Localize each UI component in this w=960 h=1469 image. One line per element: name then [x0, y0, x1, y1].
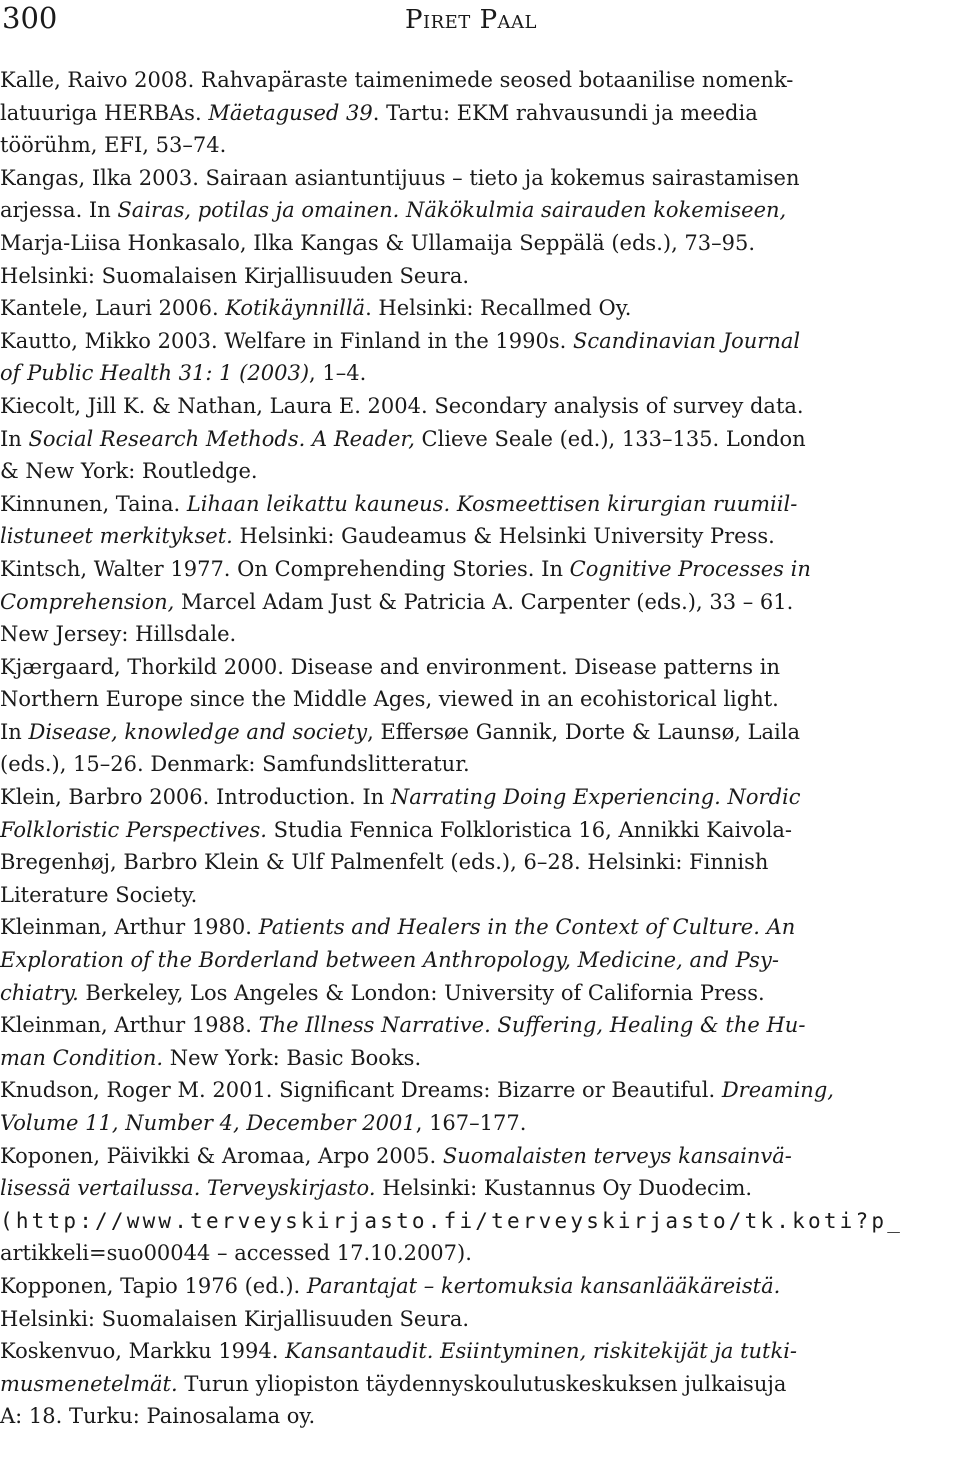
- reference-line: [0, 129, 956, 162]
- reference-line: [0, 325, 956, 358]
- reference-line: [0, 1205, 956, 1238]
- reference-line: [0, 423, 956, 456]
- page-number: 300: [2, 1, 58, 35]
- reference-text: & New York: Routledge.: [0, 459, 258, 484]
- reference-line: [0, 1074, 956, 1107]
- reference-text: arjessa. In: [0, 198, 118, 223]
- reference-text: Marja-Liisa Honkasalo, Ilka Kangas & Ullamaija Seppälä (eds.), 73–95.: [0, 230, 756, 255]
- reference-text: Helsinki: Suomalaisen Kirjallisuuden Seura.: [0, 263, 470, 288]
- italic-title: lisessä vertailussa. Terveyskirjasto.: [0, 1176, 376, 1201]
- reference-line: [0, 488, 956, 521]
- reference-text: Clieve Seale (ed.), 133–135. London: [414, 426, 806, 451]
- reference-line: [0, 1009, 956, 1042]
- url-text: (http://www.terveyskirjasto.fi/terveyskirjasto/tk.koti?p_: [0, 1208, 904, 1233]
- reference-text: Studia Fennica Folkloristica 16, Annikki Kaivola-: [266, 817, 793, 842]
- reference-text: , Effersøe Gannik, Dorte & Launsø, Laila: [367, 719, 800, 744]
- reference-line: [0, 390, 956, 423]
- reference-text: (eds.), 15–26. Denmark: Samfundslitteratur.: [0, 752, 470, 777]
- reference-line: [0, 1172, 956, 1205]
- italic-title: Narrating Doing Experiencing. Nordic: [390, 785, 801, 810]
- reference-line: [0, 586, 956, 619]
- reference-line: [0, 879, 956, 912]
- reference-text: Kopponen, Tapio 1976 (ed.).: [0, 1273, 307, 1298]
- reference-line: [0, 260, 956, 293]
- reference-text: Kinnunen, Taina.: [0, 491, 187, 516]
- reference-line: [0, 1107, 956, 1140]
- italic-title: man Condition.: [0, 1045, 164, 1070]
- italic-title: Parantajat – kertomuksia kansanlääkäreistä.: [306, 1273, 781, 1298]
- reference-line: [0, 977, 956, 1010]
- reference-text: Knudson, Roger M. 2001. Significant Dreams: Bizarre or Beautiful.: [0, 1078, 722, 1103]
- italic-title: Exploration of the Borderland between Anthropology, Medicine, and Psy-: [0, 948, 779, 973]
- italic-title: Mäetagused 39: [208, 100, 373, 125]
- reference-line: [0, 1270, 956, 1303]
- reference-entry: [0, 1009, 956, 1074]
- reference-entry: [0, 553, 956, 651]
- italic-title: Volume 11, Number 4, December 2001: [0, 1111, 416, 1135]
- reference-text: Kangas, Ilka 2003. Sairaan asiantuntijuus – tieto ja kokemus sairastamisen: [0, 165, 800, 190]
- italic-title: Suomalaisten terveys kansainvä-: [442, 1143, 792, 1168]
- italic-title: Kansantaudit. Esiintyminen, riskitekijät ja tutki-: [285, 1339, 798, 1364]
- reference-entry: [0, 1335, 956, 1433]
- reference-text: New York: Basic Books.: [163, 1045, 422, 1070]
- reference-entry: [0, 162, 956, 292]
- italic-title: Comprehension,: [0, 589, 175, 614]
- running-header: [0, 0, 960, 40]
- reference-text: artikkeli=suo00044 – accessed 17.10.2007).: [0, 1241, 472, 1266]
- reference-text: Kautto, Mikko 2003. Welfare in Finland in the 1990s.: [0, 328, 573, 353]
- italic-title: Social Research Methods. A Reader,: [28, 426, 415, 451]
- reference-text: Marcel Adam Just & Patricia A. Carpenter (eds.), 33 – 61.: [174, 589, 794, 614]
- reference-line: [0, 97, 956, 130]
- reference-line: [0, 944, 956, 977]
- reference-text: Turun yliopiston täydennyskoulutuskeskuksen julkaisuja: [177, 1371, 787, 1396]
- reference-line: [0, 846, 956, 879]
- reference-text: New Jersey: Hillsdale.: [0, 622, 237, 647]
- reference-text: Kjærgaard, Thorkild 2000. Disease and environment. Disease patterns in: [0, 654, 780, 679]
- reference-line: [0, 781, 956, 814]
- reference-line: [0, 748, 956, 781]
- reference-line: [0, 716, 956, 749]
- reference-text: , 1–4.: [309, 361, 367, 386]
- reference-line: [0, 227, 956, 260]
- italic-title: Sairas, potilas ja omainen. Näkökulmia sairauden kokemiseen,: [117, 198, 787, 223]
- running-head-author: Piret Paal: [405, 5, 538, 35]
- italic-title: Patients and Healers in the Context of Culture. An: [258, 915, 796, 940]
- reference-line: [0, 292, 956, 325]
- reference-line: [0, 1400, 956, 1433]
- reference-line: [0, 618, 956, 651]
- italic-title: of Public Health 31: 1 (2003): [0, 361, 310, 386]
- italic-title: Cognitive Processes in: [569, 556, 811, 581]
- reference-line: [0, 553, 956, 586]
- reference-text: Helsinki: Kustannus Oy Duodecim.: [375, 1176, 753, 1201]
- reference-entry: [0, 488, 956, 553]
- reference-text: Kalle, Raivo 2008. Rahvapäraste taimenimede seosed botaanilise nomenk-: [0, 68, 794, 92]
- reference-line: [0, 911, 956, 944]
- reference-text: In: [0, 426, 29, 451]
- reference-entry: [0, 1074, 956, 1139]
- italic-title: Dreaming,: [721, 1078, 834, 1103]
- reference-line: [0, 1140, 956, 1173]
- reference-line: [0, 455, 956, 488]
- reference-text: In: [0, 719, 29, 744]
- reference-text: Kintsch, Walter 1977. On Comprehending Stories. In: [0, 556, 570, 581]
- reference-text: A: 18. Turku: Painosalama oy.: [0, 1404, 316, 1429]
- reference-entry: [0, 292, 956, 325]
- italic-title: musmenetelmät.: [0, 1371, 178, 1396]
- reference-line: [0, 194, 956, 227]
- italic-title: Folkloristic Perspectives.: [0, 817, 267, 842]
- reference-text: Koponen, Päivikki & Aromaa, Arpo 2005.: [0, 1143, 443, 1168]
- reference-entry: [0, 1140, 956, 1270]
- reference-entry: [0, 1270, 956, 1335]
- reference-text: töörühm, EFI, 53–74.: [0, 133, 227, 158]
- reference-line: [0, 1335, 956, 1368]
- italic-title: Disease, knowledge and society: [28, 719, 368, 744]
- italic-title: The Illness Narrative. Suffering, Healing & the Hu-: [258, 1013, 806, 1038]
- italic-title: Lihaan leikattu kauneus. Kosmeettisen kirurgian ruumiil-: [186, 491, 798, 516]
- reference-line: [0, 1303, 956, 1336]
- reference-line: [0, 357, 956, 390]
- reference-list: [0, 64, 960, 1433]
- italic-title: listuneet merkitykset.: [0, 524, 233, 549]
- reference-text: Helsinki: Suomalaisen Kirjallisuuden Seura.: [0, 1306, 470, 1331]
- reference-line: [0, 814, 956, 847]
- reference-text: Northern Europe since the Middle Ages, viewed in an ecohistorical light.: [0, 687, 779, 712]
- reference-line: [0, 1042, 956, 1075]
- italic-title: Scandinavian Journal: [573, 328, 801, 353]
- reference-text: Berkeley, Los Angeles & London: University of California Press.: [78, 980, 765, 1005]
- reference-line: [0, 1237, 956, 1270]
- reference-text: latuuriga HERBAs.: [0, 100, 209, 125]
- reference-text: Literature Society.: [0, 882, 198, 907]
- reference-text: Kleinman, Arthur 1980.: [0, 915, 259, 940]
- reference-entry: [0, 651, 956, 781]
- reference-text: Kleinman, Arthur 1988.: [0, 1013, 259, 1038]
- reference-line: [0, 1368, 956, 1401]
- reference-text: . Helsinki: Recallmed Oy.: [365, 296, 632, 321]
- reference-text: Koskenvuo, Markku 1994.: [0, 1339, 286, 1364]
- reference-line: [0, 683, 956, 716]
- reference-text: , 167–177.: [415, 1111, 527, 1135]
- reference-entry: [0, 64, 956, 162]
- reference-entry: [0, 325, 956, 390]
- reference-line: [0, 64, 956, 97]
- reference-line: [0, 162, 956, 195]
- italic-title: Kotikäynnillä: [225, 296, 366, 321]
- reference-entry: [0, 390, 956, 488]
- reference-entry: [0, 911, 956, 1009]
- reference-line: [0, 651, 956, 684]
- italic-title: chiatry.: [0, 980, 79, 1005]
- reference-text: . Tartu: EKM rahvausundi ja meedia: [372, 100, 758, 125]
- reference-text: Klein, Barbro 2006. Introduction. In: [0, 785, 391, 810]
- reference-entry: [0, 781, 956, 911]
- reference-text: Bregenhøj, Barbro Klein & Ulf Palmenfelt (eds.), 6–28. Helsinki: Finnish: [0, 850, 769, 875]
- reference-line: [0, 520, 956, 553]
- reference-text: Kantele, Lauri 2006.: [0, 296, 226, 321]
- reference-text: Helsinki: Gaudeamus & Helsinki University Press.: [232, 524, 775, 549]
- reference-text: Kiecolt, Jill K. & Nathan, Laura E. 2004. Secondary analysis of survey data.: [0, 393, 804, 418]
